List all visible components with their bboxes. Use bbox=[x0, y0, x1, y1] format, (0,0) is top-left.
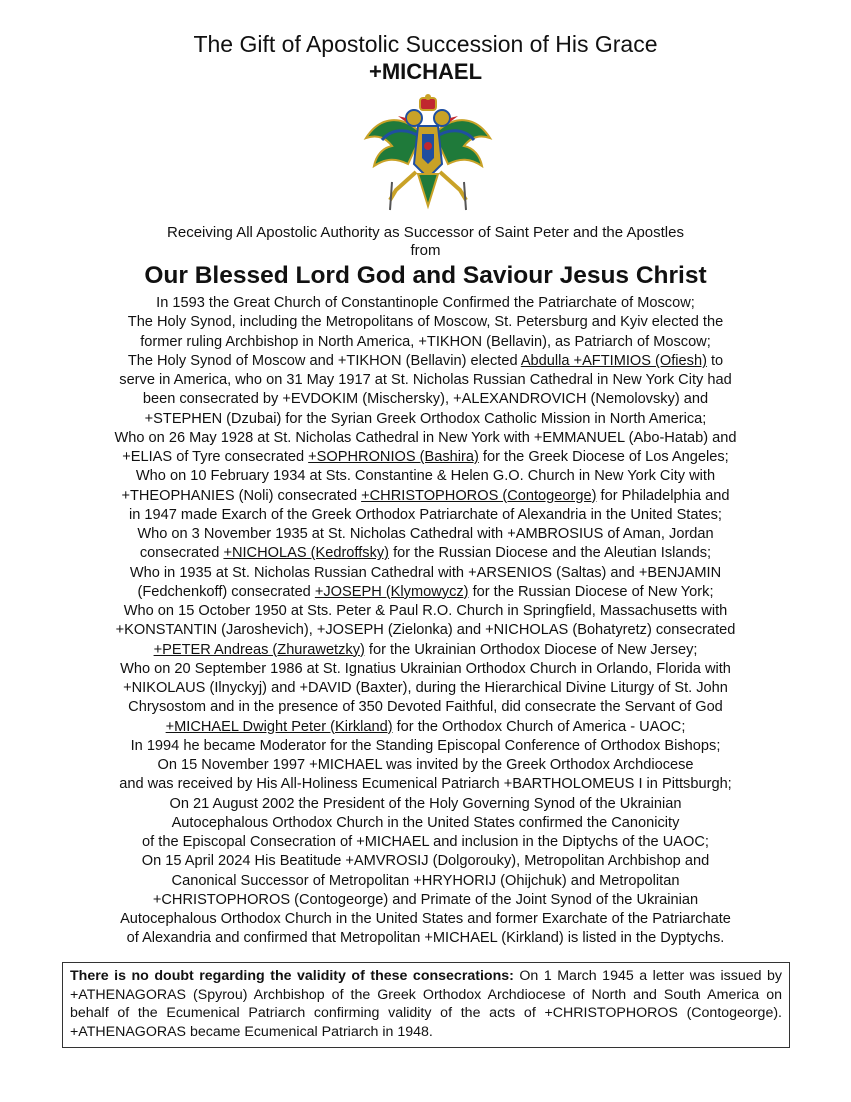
text-line bbox=[40, 910, 811, 929]
text-segment: Who on 26 May 1928 at St. Nicholas Cathedral in New York with +EMMANUEL (Abo-Hatab) and bbox=[114, 429, 737, 446]
text-line bbox=[40, 410, 811, 429]
text-segment: Who on 3 November 1935 at St. Nicholas Cathedral with +AMBROSIUS of Aman, Jordan bbox=[137, 526, 714, 542]
text-segment: On 15 November 1997 +MICHAEL was invited by the Greek Orthodox Archdiocese bbox=[157, 757, 694, 773]
text-line bbox=[40, 775, 811, 794]
text-line bbox=[40, 313, 811, 332]
text-segment: for the Russian Diocese and the Aleutian Islands; bbox=[389, 545, 712, 562]
text-segment: former ruling Archbishop in North America, +TIKHON (Bellavin), as Patriarch of Moscow; bbox=[140, 333, 711, 350]
text-line bbox=[40, 872, 811, 891]
text-line bbox=[40, 737, 811, 756]
text-line bbox=[40, 756, 811, 775]
text-segment: The Holy Synod, including the Metropolitans of Moscow, St. Petersburg and Kyiv elected the bbox=[127, 314, 724, 331]
text-line bbox=[40, 564, 811, 583]
text-line bbox=[40, 698, 811, 717]
text-segment: +CHRISTOPHOROS (Contogeorge) and Primate of the Joint Synod of the Ukrainian bbox=[152, 891, 699, 908]
text-line bbox=[40, 641, 811, 660]
document-title bbox=[0, 30, 851, 86]
text-line bbox=[40, 583, 811, 602]
text-segment: for the Greek Diocese of Los Angeles; bbox=[478, 449, 729, 465]
text-segment: On 21 August 2002 the President of the Holy Governing Synod of the Ukrainian bbox=[169, 795, 682, 812]
text-line bbox=[40, 429, 811, 448]
text-segment: Chrysostom and in the presence of 350 Devoted Faithful, did consecrate the Servant of God bbox=[128, 699, 723, 716]
text-segment: +STEPHEN (Dzubai) for the Syrian Greek Orthodox Catholic Mission in North America; bbox=[144, 410, 707, 427]
text-segment: Who on 10 February 1934 at Sts. Constantine & Helen G.O. Church in New York City with bbox=[135, 468, 716, 485]
text-segment: +NIKOLAUS (Ilnyckyj) and +DAVID (Baxter), during the Hierarchical Divine Liturgy of St. John bbox=[123, 680, 728, 696]
text-line bbox=[40, 602, 811, 621]
text-line bbox=[40, 487, 811, 506]
text-segment: Canonical Successor of Metropolitan +HRYHORIJ (Ohijchuk) and Metropolitan bbox=[171, 872, 680, 889]
validity-note bbox=[62, 962, 790, 1048]
text-segment: (Fedchenkoff) consecrated bbox=[137, 583, 315, 600]
text-segment: and was received by His All-Holiness Ecumenical Patriarch +BARTHOLOMEUS I in Pittsburgh; bbox=[119, 776, 732, 793]
text-line bbox=[40, 852, 811, 871]
text-segment: Who in 1935 at St. Nicholas Russian Cathedral with +ARSENIOS (Saltas) and +BENJAMIN bbox=[129, 564, 722, 581]
text-segment: consecrated bbox=[139, 545, 224, 562]
underlined-name: +CHRISTOPHOROS (Contogeorge) bbox=[361, 487, 597, 504]
text-line bbox=[40, 833, 811, 852]
text-line bbox=[40, 467, 811, 486]
text-line bbox=[40, 390, 811, 409]
text-segment: In 1593 the Great Church of Constantinople Confirmed the Patriarchate of Moscow; bbox=[156, 295, 695, 311]
text-segment: Who on 15 October 1950 at Sts. Peter & Paul R.O. Church in Springfield, Massachusetts with bbox=[123, 603, 728, 619]
text-line bbox=[40, 333, 811, 352]
text-segment: Who on 20 September 1986 at St. Ignatius Ukrainian Orthodox Church in Orlando, Florida with bbox=[120, 660, 731, 677]
text-segment: On 15 April 2024 His Beatitude +AMVROSIJ (Dolgorouky), Metropolitan Archbishop and bbox=[141, 853, 710, 870]
text-line bbox=[40, 371, 811, 390]
text-line bbox=[40, 679, 811, 698]
underlined-name: +SOPHRONIOS (Bashira) bbox=[308, 449, 479, 465]
text-line bbox=[40, 660, 811, 679]
underlined-name: +PETER Andreas (Zhurawetzky) bbox=[153, 641, 365, 658]
text-segment: serve in America, who on 31 May 1917 at St. Nicholas Russian Cathedral in New York City had bbox=[119, 372, 732, 388]
text-line bbox=[40, 506, 811, 525]
text-line bbox=[40, 294, 811, 313]
text-segment: for Philadelphia and bbox=[596, 487, 730, 504]
text-line bbox=[40, 621, 811, 640]
text-segment: for the Ukrainian Orthodox Diocese of New Jersey; bbox=[364, 641, 698, 658]
text-line bbox=[40, 448, 811, 467]
text-segment: for the Russian Diocese of New York; bbox=[468, 583, 714, 600]
text-segment: +ELIAS of Tyre consecrated bbox=[122, 449, 309, 465]
underlined-name: +JOSEPH (Klymowycz) bbox=[314, 583, 469, 600]
text-segment: In 1994 he became Moderator for the Standing Episcopal Conference of Orthodox Bishops; bbox=[130, 737, 721, 754]
text-line bbox=[40, 544, 811, 563]
underlined-name: +NICHOLAS (Kedroffsky) bbox=[223, 545, 390, 562]
text-line bbox=[40, 352, 811, 371]
receiving-from: from bbox=[410, 242, 441, 259]
double-headed-eagle-icon bbox=[362, 94, 494, 212]
text-line bbox=[40, 718, 811, 737]
note-bold: There is no doubt regarding the validity of these consecrations: bbox=[70, 968, 514, 984]
text-segment: in 1947 made Exarch of the Greek Orthodox Patriarchate of Alexandria in the United States; bbox=[128, 506, 722, 523]
title-line: The Gift of Apostolic Succession of His Grace bbox=[193, 31, 658, 57]
text-segment: of Alexandria and confirmed that Metropolitan +MICHAEL (Kirkland) is listed in the Dyptychs. bbox=[126, 930, 725, 947]
text-segment: of the Episcopal Consecration of +MICHAEL and inclusion in the Diptychs of the UAOC; bbox=[142, 834, 709, 850]
text-segment: Autocephalous Orthodox Church in the United States and former Exarchate of the Patriarchate bbox=[120, 911, 731, 927]
text-segment: for the Orthodox Church of America - UAOC; bbox=[392, 718, 686, 735]
text-line bbox=[40, 795, 811, 814]
title-name: +MICHAEL bbox=[368, 59, 483, 84]
headline: Our Blessed Lord God and Saviour Jesus Christ bbox=[144, 262, 707, 289]
text-segment: Autocephalous Orthodox Church in the United States confirmed the Canonicity bbox=[171, 814, 680, 831]
underlined-name: Abdulla +AFTIMIOS (Ofiesh) bbox=[520, 352, 707, 369]
underlined-name: +MICHAEL Dwight Peter (Kirkland) bbox=[165, 718, 393, 735]
text-line bbox=[40, 891, 811, 910]
text-segment: +THEOPHANIES (Noli) consecrated bbox=[121, 487, 362, 504]
text-segment: been consecrated by +EVDOKIM (Mischersky), +ALEXANDROVICH (Nemolovsky) and bbox=[142, 391, 709, 408]
note-text: On 1 March 1945 a letter was issued by +ATHENAGORAS (Spyrou) Archbishop of the Greek Orthodox Archdiocese of North and South America on behalf of the Ecumenical Patriarch confirming validity of the acts of +CHRISTOPHOROS (Contogeorge). +ATHENAGORAS became Ecumenical Patriarch in 1948. bbox=[70, 968, 782, 1040]
receiving-line: Receiving All Apostolic Authority as Successor of Saint Peter and the Apostles bbox=[167, 224, 684, 241]
receiving-statement bbox=[0, 224, 851, 260]
text-segment: The Holy Synod of Moscow and +TIKHON (Bellavin) elected bbox=[127, 352, 521, 369]
text-line bbox=[40, 814, 811, 833]
text-line bbox=[40, 929, 811, 948]
text-segment: +KONSTANTIN (Jaroshevich), +JOSEPH (Zielonka) and +NICHOLAS (Bohatyretz) consecrated bbox=[115, 622, 736, 639]
text-segment: to bbox=[706, 352, 724, 369]
text-line bbox=[40, 525, 811, 544]
succession-text bbox=[40, 294, 811, 949]
